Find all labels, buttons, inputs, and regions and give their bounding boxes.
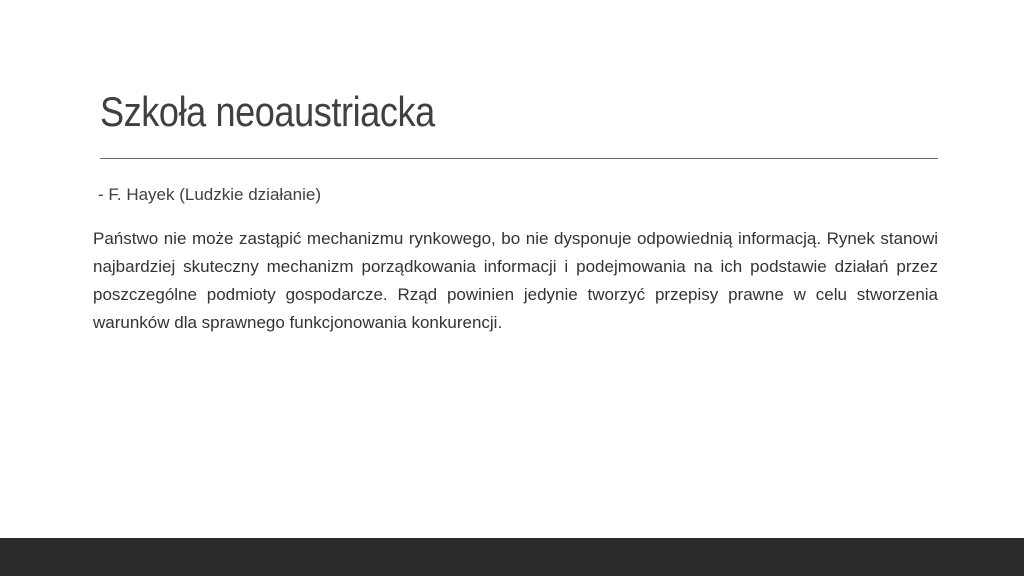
body-paragraph: Państwo nie może zastąpić mechanizmu rynkowego, bo nie dysponuje odpowiednią informacją. Rynek stanowi najbardziej skuteczny mechanizm porządkowania informacji i podejmowania na ich podstawie działań przez poszczególne podmioty gospodarcze. Rząd powinien jedynie tworzyć przepisy prawne w celu stworzenia warunków dla sprawnego funkcjonowania konkurencji. [93,229,938,332]
slide-title: Szkoła neoaustriacka [100,88,435,135]
title-divider [100,158,938,159]
slide-subtitle: - F. Hayek (Ludzkie działanie) [98,185,321,204]
footer-bar [0,538,1024,576]
